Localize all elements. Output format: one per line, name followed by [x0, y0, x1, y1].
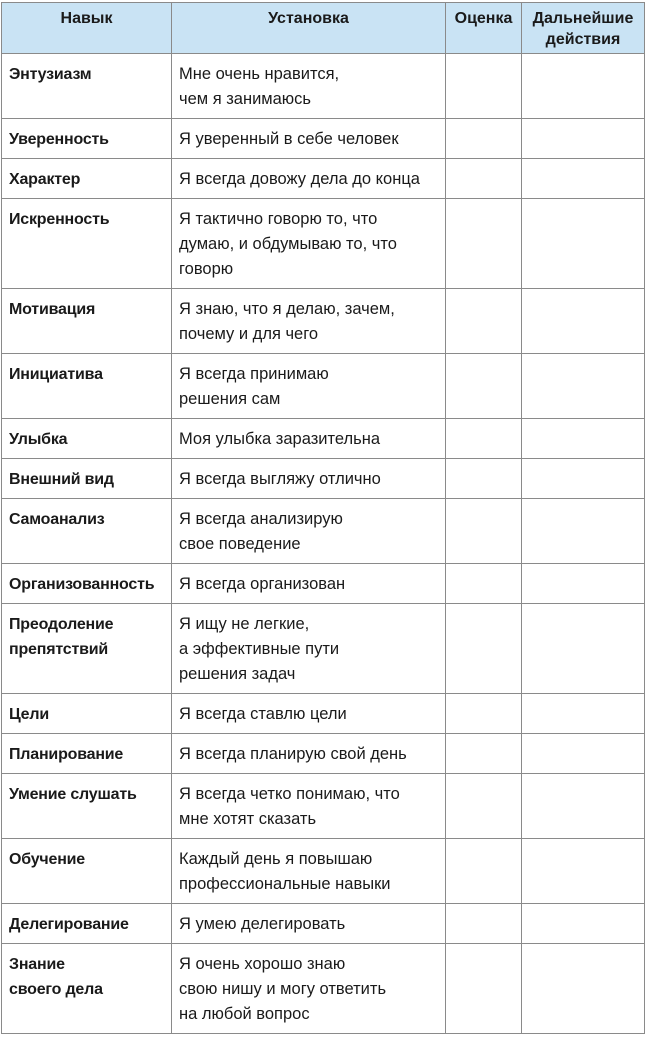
table-row: [2, 459, 645, 499]
header-rating: Оценка: [446, 3, 522, 54]
skill-cell: Умение слушать: [2, 774, 172, 839]
rating-cell[interactable]: [446, 354, 522, 419]
rating-cell[interactable]: [446, 159, 522, 199]
skill-cell: Знание своего дела: [2, 944, 172, 1034]
next-actions-cell[interactable]: [522, 734, 645, 774]
next-actions-cell[interactable]: [522, 159, 645, 199]
next-actions-cell[interactable]: [522, 419, 645, 459]
rating-cell[interactable]: [446, 419, 522, 459]
table-row: [2, 199, 645, 289]
rating-cell[interactable]: [446, 734, 522, 774]
skill-cell: Планирование: [2, 734, 172, 774]
rating-cell[interactable]: [446, 289, 522, 354]
next-actions-cell[interactable]: [522, 604, 645, 694]
rating-cell[interactable]: [446, 119, 522, 159]
table-row: [2, 944, 645, 1034]
table-row: [2, 564, 645, 604]
setup-cell: Я очень хорошо знаю свою нишу и могу ответить на любой вопрос: [172, 944, 446, 1034]
header-next-actions: Дальнейшие действия: [522, 3, 645, 54]
table-row: [2, 839, 645, 904]
skill-cell: Внешний вид: [2, 459, 172, 499]
setup-cell: Я тактично говорю то, что думаю, и обдумываю то, что говорю: [172, 199, 446, 289]
next-actions-cell[interactable]: [522, 199, 645, 289]
table-row: [2, 119, 645, 159]
next-actions-cell[interactable]: [522, 564, 645, 604]
skill-cell: Обучение: [2, 839, 172, 904]
next-actions-cell[interactable]: [522, 944, 645, 1034]
rating-cell[interactable]: [446, 564, 522, 604]
next-actions-cell[interactable]: [522, 904, 645, 944]
skill-cell: Уверенность: [2, 119, 172, 159]
setup-cell: Я умею делегировать: [172, 904, 446, 944]
table-body: [2, 54, 645, 1034]
next-actions-cell[interactable]: [522, 54, 645, 119]
next-actions-cell[interactable]: [522, 839, 645, 904]
rating-cell[interactable]: [446, 944, 522, 1034]
rating-cell[interactable]: [446, 904, 522, 944]
table-row: [2, 54, 645, 119]
table-row: [2, 499, 645, 564]
header-setup: Установка: [172, 3, 446, 54]
next-actions-cell[interactable]: [522, 694, 645, 734]
table-row: [2, 354, 645, 419]
table-row: [2, 289, 645, 354]
header-row: [2, 3, 645, 54]
setup-cell: Я всегда довожу дела до конца: [172, 159, 446, 199]
rating-cell[interactable]: [446, 199, 522, 289]
next-actions-cell[interactable]: [522, 354, 645, 419]
setup-cell: Мне очень нравится, чем я занимаюсь: [172, 54, 446, 119]
setup-cell: Я всегда выгляжу отлично: [172, 459, 446, 499]
table-row: [2, 159, 645, 199]
setup-cell: Я всегда ставлю цели: [172, 694, 446, 734]
skill-cell: Характер: [2, 159, 172, 199]
next-actions-cell[interactable]: [522, 459, 645, 499]
table-row: [2, 694, 645, 734]
rating-cell[interactable]: [446, 774, 522, 839]
next-actions-cell[interactable]: [522, 499, 645, 564]
setup-cell: Я всегда принимаю решения сам: [172, 354, 446, 419]
skill-cell: Цели: [2, 694, 172, 734]
rating-cell[interactable]: [446, 499, 522, 564]
skill-cell: Самоанализ: [2, 499, 172, 564]
skill-cell: Организованность: [2, 564, 172, 604]
setup-cell: Моя улыбка заразительна: [172, 419, 446, 459]
table-row: [2, 604, 645, 694]
skill-cell: Преодоление препятствий: [2, 604, 172, 694]
header-skill: Навык: [2, 3, 172, 54]
setup-cell: Я всегда планирую свой день: [172, 734, 446, 774]
setup-cell: Я ищу не легкие, а эффективные пути решения задач: [172, 604, 446, 694]
rating-cell[interactable]: [446, 604, 522, 694]
skill-cell: Улыбка: [2, 419, 172, 459]
setup-cell: Я всегда четко понимаю, что мне хотят сказать: [172, 774, 446, 839]
setup-cell: Я знаю, что я делаю, зачем, почему и для чего: [172, 289, 446, 354]
skill-cell: Энтузиазм: [2, 54, 172, 119]
table-row: [2, 774, 645, 839]
table-row: [2, 734, 645, 774]
skill-cell: Инициатива: [2, 354, 172, 419]
rating-cell[interactable]: [446, 54, 522, 119]
table-header: [2, 3, 645, 54]
table-row: [2, 419, 645, 459]
skills-table: [1, 2, 645, 1034]
next-actions-cell[interactable]: [522, 289, 645, 354]
setup-cell: Я всегда анализирую свое поведение: [172, 499, 446, 564]
rating-cell[interactable]: [446, 459, 522, 499]
table-row: [2, 904, 645, 944]
rating-cell[interactable]: [446, 839, 522, 904]
skill-cell: Мотивация: [2, 289, 172, 354]
skills-table-container: [1, 2, 645, 1034]
skill-cell: Искренность: [2, 199, 172, 289]
setup-cell: Я уверенный в себе человек: [172, 119, 446, 159]
next-actions-cell[interactable]: [522, 774, 645, 839]
skill-cell: Делегирование: [2, 904, 172, 944]
setup-cell: Каждый день я повышаю профессиональные навыки: [172, 839, 446, 904]
rating-cell[interactable]: [446, 694, 522, 734]
next-actions-cell[interactable]: [522, 119, 645, 159]
setup-cell: Я всегда организован: [172, 564, 446, 604]
